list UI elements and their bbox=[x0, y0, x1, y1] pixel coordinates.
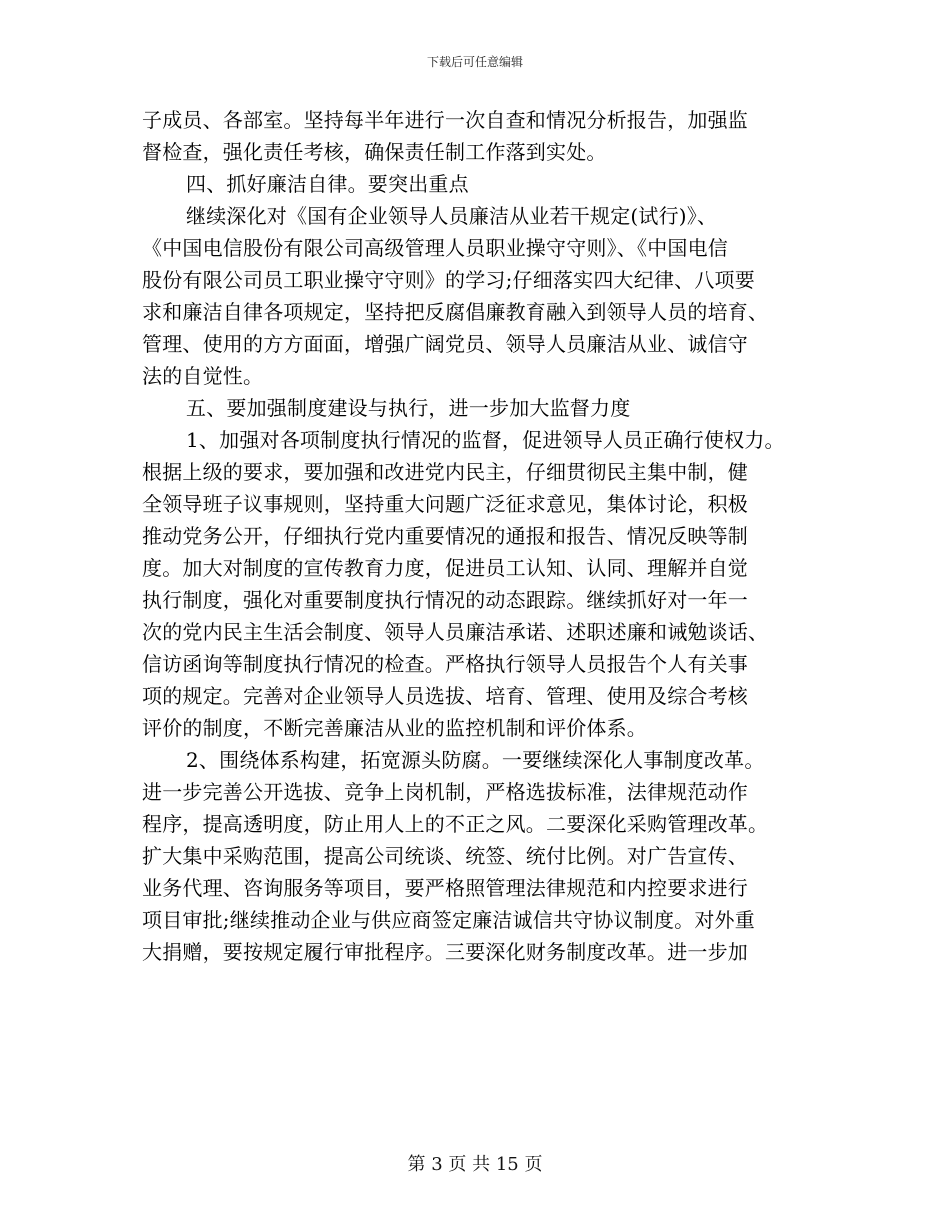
text-line: 子成员、各部室。坚持每半年进行一次自查和情况分析报告，加强监 bbox=[142, 108, 748, 132]
text-line: 项的规定。完善对企业领导人员选拔、培育、管理、使用及综合考核 bbox=[142, 684, 748, 708]
text-line: 业务代理、咨询服务等项目，要严格照管理法律规范和内控要求进行 bbox=[142, 876, 748, 900]
text-line: 项目审批;继续推动企业与供应商签定廉洁诚信共守协议制度。对外重 bbox=[142, 908, 755, 932]
text-line: 全领导班子议事规则，坚持重大问题广泛征求意见，集体讨论，积极 bbox=[142, 492, 748, 516]
text-line: 求和廉洁自律各项规定，坚持把反腐倡廉教育融入到领导人员的培育、 bbox=[142, 300, 769, 324]
text-line: 五、要加强制度建设与执行，进一步加大监督力度 bbox=[186, 396, 631, 420]
page-number-footer: 第 3 页 共 15 页 bbox=[407, 1154, 543, 1175]
text-line: 推动党务公开，仔细执行党内重要情况的通报和报告、情况反映等制 bbox=[142, 524, 748, 548]
document-body bbox=[142, 104, 822, 968]
text-line: 督检查，强化责任考核，确保责任制工作落到实处。 bbox=[142, 140, 607, 164]
text-line: 根据上级的要求，要加强和改进党内民主，仔细贯彻民主集中制，健 bbox=[142, 460, 748, 484]
text-line: 扩大集中采购范围，提高公司统谈、统签、统付比例。对广告宣传、 bbox=[142, 844, 748, 868]
text-line: 程序，提高透明度，防止用人上的不正之风。二要深化采购管理改革。 bbox=[142, 812, 769, 836]
text-line: 2、围绕体系构建，拓宽源头防腐。一要继续深化人事制度改革。 bbox=[186, 748, 765, 772]
text-line: 1、加强对各项制度执行情况的监督，促进领导人员正确行使权力。 bbox=[186, 428, 785, 452]
text-line: 股份有限公司员工职业操守守则》的学习;仔细落实四大纪律、八项要 bbox=[142, 268, 755, 292]
text-line: 继续深化对《国有企业领导人员廉洁从业若干规定(试行)》、 bbox=[186, 204, 718, 228]
text-line: 四、抓好廉洁自律。要突出重点 bbox=[186, 172, 469, 196]
text-line: 法的自觉性。 bbox=[142, 364, 264, 388]
text-line: 大捐赠，要按规定履行审批程序。三要深化财务制度改革。进一步加 bbox=[142, 940, 748, 964]
page-header-note: 下载后可任意编辑 bbox=[426, 55, 523, 69]
text-line: 《中国电信股份有限公司高级管理人员职业操守守则》、《中国电信 bbox=[142, 236, 728, 260]
text-line: 度。加大对制度的宣传教育力度，促进员工认知、认同、理解并自觉 bbox=[142, 556, 748, 580]
text-line: 进一步完善公开选拔、竞争上岗机制，严格选拔标准，法律规范动作 bbox=[142, 780, 748, 804]
text-line: 管理、使用的方方面面，增强广阔党员、领导人员廉洁从业、诚信守 bbox=[142, 332, 748, 356]
text-line: 评价的制度，不断完善廉洁从业的监控机制和评价体系。 bbox=[142, 716, 647, 740]
text-line: 次的党内民主生活会制度、领导人员廉洁承诺、述职述廉和诫勉谈话、 bbox=[142, 620, 769, 644]
text-line: 信访函询等制度执行情况的检查。严格执行领导人员报告个人有关事 bbox=[142, 652, 748, 676]
text-line: 执行制度，强化对重要制度执行情况的动态跟踪。继续抓好对一年一 bbox=[142, 588, 748, 612]
